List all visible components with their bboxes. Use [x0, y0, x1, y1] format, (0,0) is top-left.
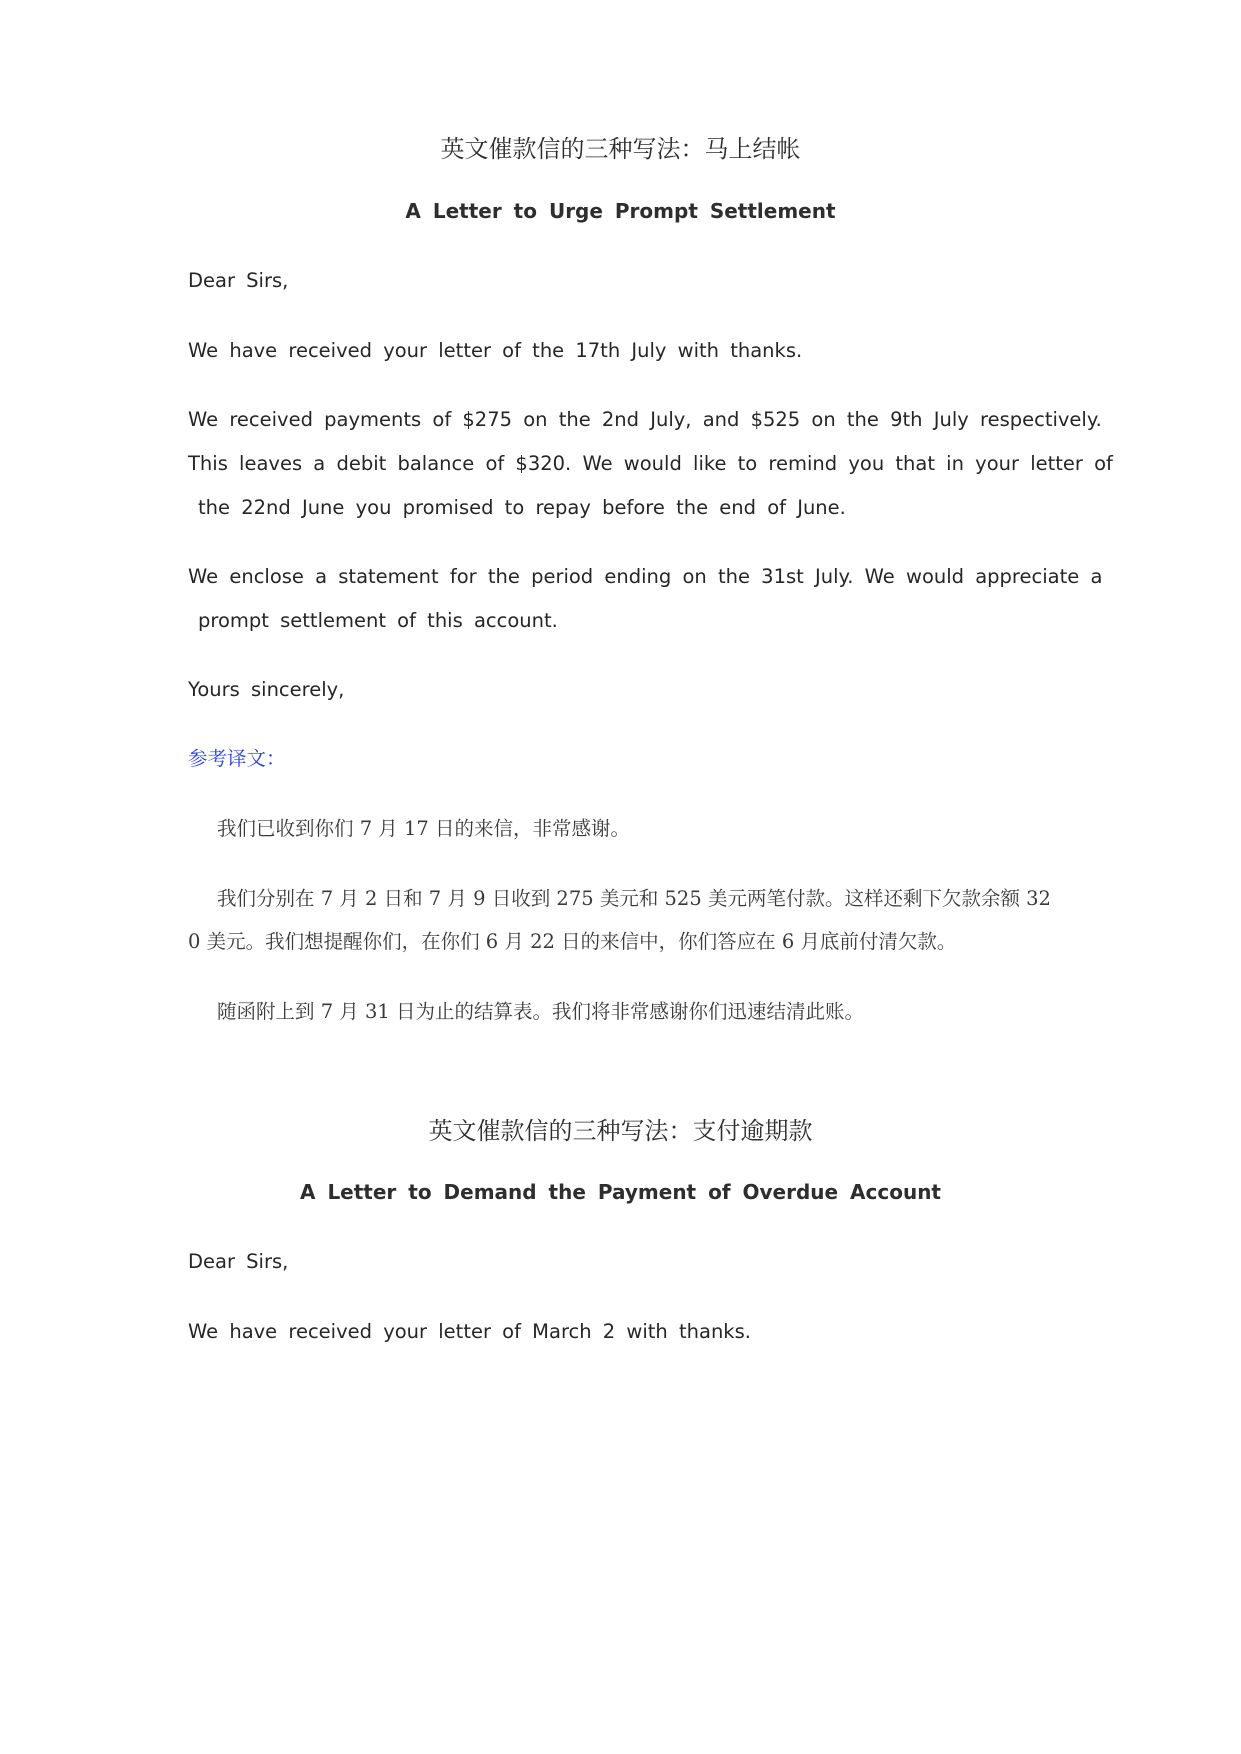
letter1-english-title: A Letter to Urge Prompt Settlement — [405, 199, 836, 223]
letter1-salutation: Dear Sirs, — [188, 269, 289, 292]
letter2-english-title: A Letter to Demand the Payment of Overdue Account — [300, 1180, 941, 1204]
letter1-paragraph-2-line-3: the 22nd June you promised to repay before the end of June. — [198, 496, 846, 519]
letter1-paragraph-2-line-1: We received payments of $275 on the 2nd July, and $525 on the 9th July respectively. — [188, 408, 1102, 431]
letter1-closing: Yours sincerely, — [188, 678, 345, 701]
reference-translation-label: 参考译文： — [188, 747, 286, 770]
letter1-paragraph-2-line-2: This leaves a debit balance of $320. We would like to remind you that in your letter of — [188, 452, 1113, 475]
letter1-chinese-title: 英文催款信的三种写法：马上结帐 — [440, 135, 801, 163]
translation-paragraph-2-line-1: 我们分别在 7 月 2 日和 7 月 9 日收到 275 美元和 525 美元两笔付款。这样还剩下欠款余额 32 — [217, 887, 1051, 910]
letter1-paragraph-3-line-2: prompt settlement of this account. — [198, 609, 558, 632]
letter1-paragraph-3-line-1: We enclose a statement for the period ending on the 31st July. We would appreciate a — [188, 565, 1103, 588]
letter2-chinese-title: 英文催款信的三种写法：支付逾期款 — [428, 1117, 813, 1145]
translation-paragraph-1: 我们已收到你们 7 月 17 日的来信，非常感谢。 — [217, 817, 631, 840]
translation-paragraph-3: 随函附上到 7 月 31 日为止的结算表。我们将非常感谢你们迅速结清此账。 — [217, 1000, 865, 1023]
translation-paragraph-2-line-2: 0 美元。我们想提醒你们，在你们 6 月 22 日的来信中，你们答应在 6 月底前付清欠款。 — [188, 930, 957, 953]
letter2-salutation: Dear Sirs, — [188, 1250, 289, 1273]
letter1-paragraph-1: We have received your letter of the 17th July with thanks. — [188, 339, 803, 362]
letter2-paragraph-1: We have received your letter of March 2 with thanks. — [188, 1320, 751, 1343]
